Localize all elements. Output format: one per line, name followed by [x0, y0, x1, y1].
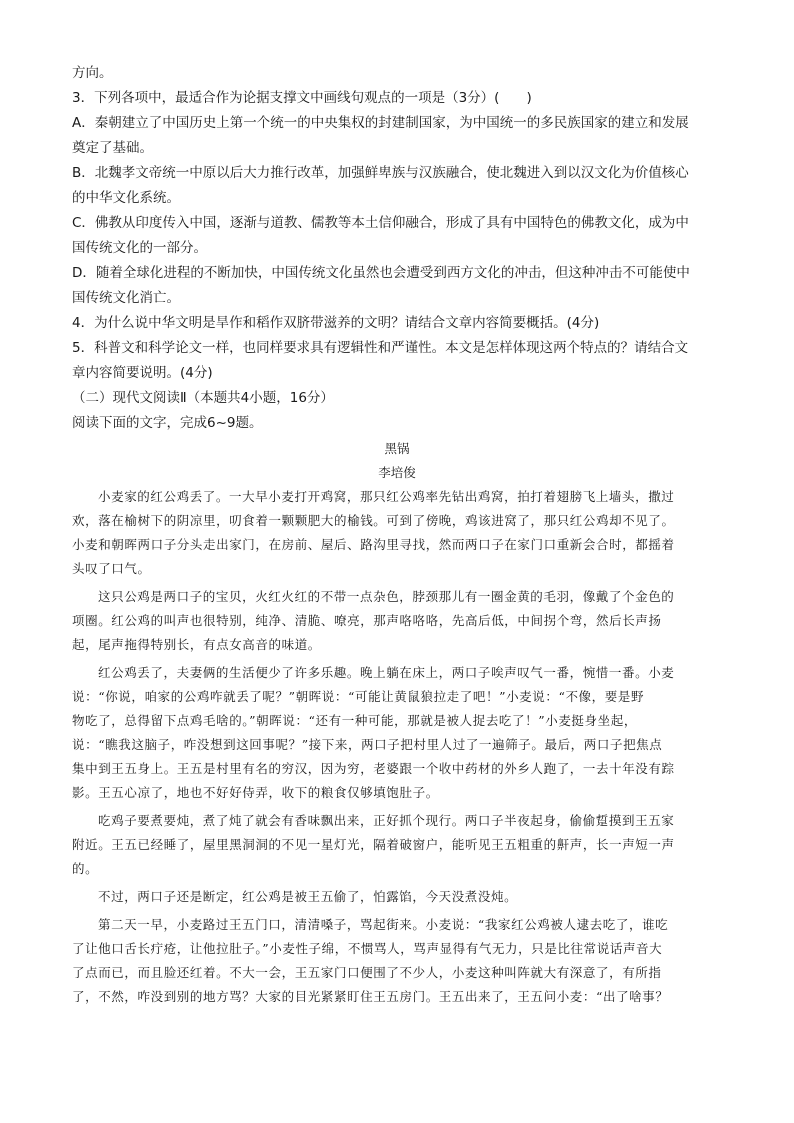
- q3-option-b-line2: 的中华文化系统。: [72, 190, 180, 206]
- q5-line2: 章内容简要说明。(4分): [72, 365, 213, 381]
- story-paragraph-4-line: 的。: [72, 861, 99, 876]
- story-paragraph-2-line: 这只公鸡是两口子的宝贝，火红火红的不带一点杂色，脖颈那儿有一圈金黄的毛羽，像戴了个金色的: [98, 589, 675, 604]
- q3-option-c-line1: C．佛教从印度传入中国，逐渐与道教、儒教等本土信仰融合，形成了具有中国特色的佛教文化，成为中: [72, 215, 689, 231]
- story-paragraph-3-line: 集中到王五身上。王五是村里有名的穷汉，因为穷，老婆跟一个收中药材的外乡人跑了，一去十年没有踪: [72, 761, 675, 776]
- q3-option-d-line1: D．随着全球化进程的不断加快，中国传统文化虽然也会遭受到西方文化的冲击，但这种冲击不可能使中: [72, 265, 690, 281]
- q3-option-b-line1: B．北魏孝文帝统一中原以后大力推行改革，加强鲜卑族与汉族融合，使北魏进入到以汉文化为价值核心: [72, 165, 689, 181]
- story-paragraph-4-line: 吃鸡子要煮要炖，煮了炖了就会有香味飘出来，正好抓个现行。两口子半夜起身，偷偷踅摸到王五家: [98, 813, 675, 828]
- story-paragraph-3-line: 影。王五心凉了，地也不好好侍弄，收下的粮食仅够填饱肚子。: [72, 785, 439, 800]
- story-title: 黑锅: [384, 441, 410, 456]
- story-paragraph-6-line: 了点而已，而且脸还红着。不大一会，王五家门口便围了不少人，小麦这种叫阵就大有深意了，有所指: [72, 965, 662, 980]
- story-paragraph-6-line: 了，不然，咋没到别的地方骂？大家的目光紧紧盯住王五房门。王五出来了，王五问小麦：“出了啥事？: [72, 989, 669, 1004]
- story-paragraph-3-line: 说：“瞧我这脑子，咋没想到这回事呢？”接下来，两口子把村里人过了一遍筛子。最后，两口子把焦点: [72, 737, 663, 752]
- q3-option-d-line2: 国传统文化消亡。: [72, 290, 180, 306]
- story-author: 李培俊: [378, 465, 416, 480]
- q3-option-a-line1: A．秦朝建立了中国历史上第一个统一的中央集权的封建制国家，为中国统一的多民族国家的建立和发展: [72, 115, 689, 131]
- story-paragraph-1-line: 欢，落在榆树下的阴凉里，叨食着一颗颗肥大的榆钱。可到了傍晚，鸡该进窝了，那只红公鸡却不见了。: [72, 513, 675, 528]
- q2-tail: 方向。: [72, 65, 113, 81]
- story-paragraph-1-line: 头叹了口气。: [72, 561, 151, 576]
- story-paragraph-3-line: 红公鸡丢了，夫妻俩的生活便少了许多乐趣。晚上躺在床上，两口子唉声叹气一番，惋惜一番。小麦: [98, 665, 675, 680]
- story-paragraph-6-line: 第二天一早，小麦路过王五门口，清清嗓子，骂起街来。小麦说：“我家红公鸡被人逮去吃了，谁吃: [98, 917, 669, 932]
- story-paragraph-6-line: 了让他口舌长疔疮，让他拉肚子。”小麦性子绵，不惯骂人，骂声显得有气无力，只是比往常说话声音大: [72, 941, 663, 956]
- q3-stem: 3．下列各项中，最适合作为论据支撑文中画线句观点的一项是（3分）( ): [72, 90, 532, 106]
- q3-option-c-line2: 国传统文化的一部分。: [72, 240, 207, 256]
- q5-line1: 5．科普文和科学论文一样，也同样要求具有逻辑性和严谨性。本文是怎样体现这两个特点的？请结合文: [72, 340, 689, 356]
- story-paragraph-3-line: 物吃了，总得留下点鸡毛啥的。”朝晖说：“还有一种可能，那就是被人捉去吃了！”小麦挺身坐起，: [72, 713, 637, 728]
- section-instruction: 阅读下面的文字，完成6~9题。: [72, 415, 263, 431]
- story-paragraph-1-line: 小麦和朝晖两口子分头走出家门，在房前、屋后、路沟里寻找，然而两口子在家门口重新会合时，都摇着: [72, 537, 675, 552]
- story-paragraph-1-line: 小麦家的红公鸡丢了。一大早小麦打开鸡窝，那只红公鸡率先钻出鸡窝，拍打着翅膀飞上墙头，撒过: [98, 489, 675, 504]
- story-paragraph-2-line: 起，尾声拖得特别长，有点女高音的味道。: [72, 637, 321, 652]
- story-paragraph-5-line: 不过，两口子还是断定，红公鸡是被王五偷了，怕露馅，今天没煮没炖。: [98, 889, 518, 904]
- story-paragraph-4-line: 附近。王五已经睡了，屋里黑洞洞的不见一星灯光，隔着破窗户，能听见王五粗重的鼾声，长一声短一声: [72, 837, 675, 852]
- section-heading: （二）现代文阅读Ⅱ（本题共4小题，16分）: [72, 390, 334, 406]
- q3-option-a-line2: 奠定了基础。: [72, 140, 153, 156]
- story-paragraph-3-line: 说：“你说，咱家的公鸡咋就丢了呢？”朝晖说：“可能让黄鼠狼拉走了吧！”小麦说：“不像，要是野: [72, 689, 645, 704]
- story-paragraph-2-line: 项圈。红公鸡的叫声也很特别，纯净、清脆、嘹亮，那声咯咯咯，先高后低，中间拐个弯，然后长声扬: [72, 613, 662, 628]
- q4: 4．为什么说中华文明是旱作和稻作双脐带滋养的文明？请结合文章内容简要概括。(4分): [72, 315, 600, 331]
